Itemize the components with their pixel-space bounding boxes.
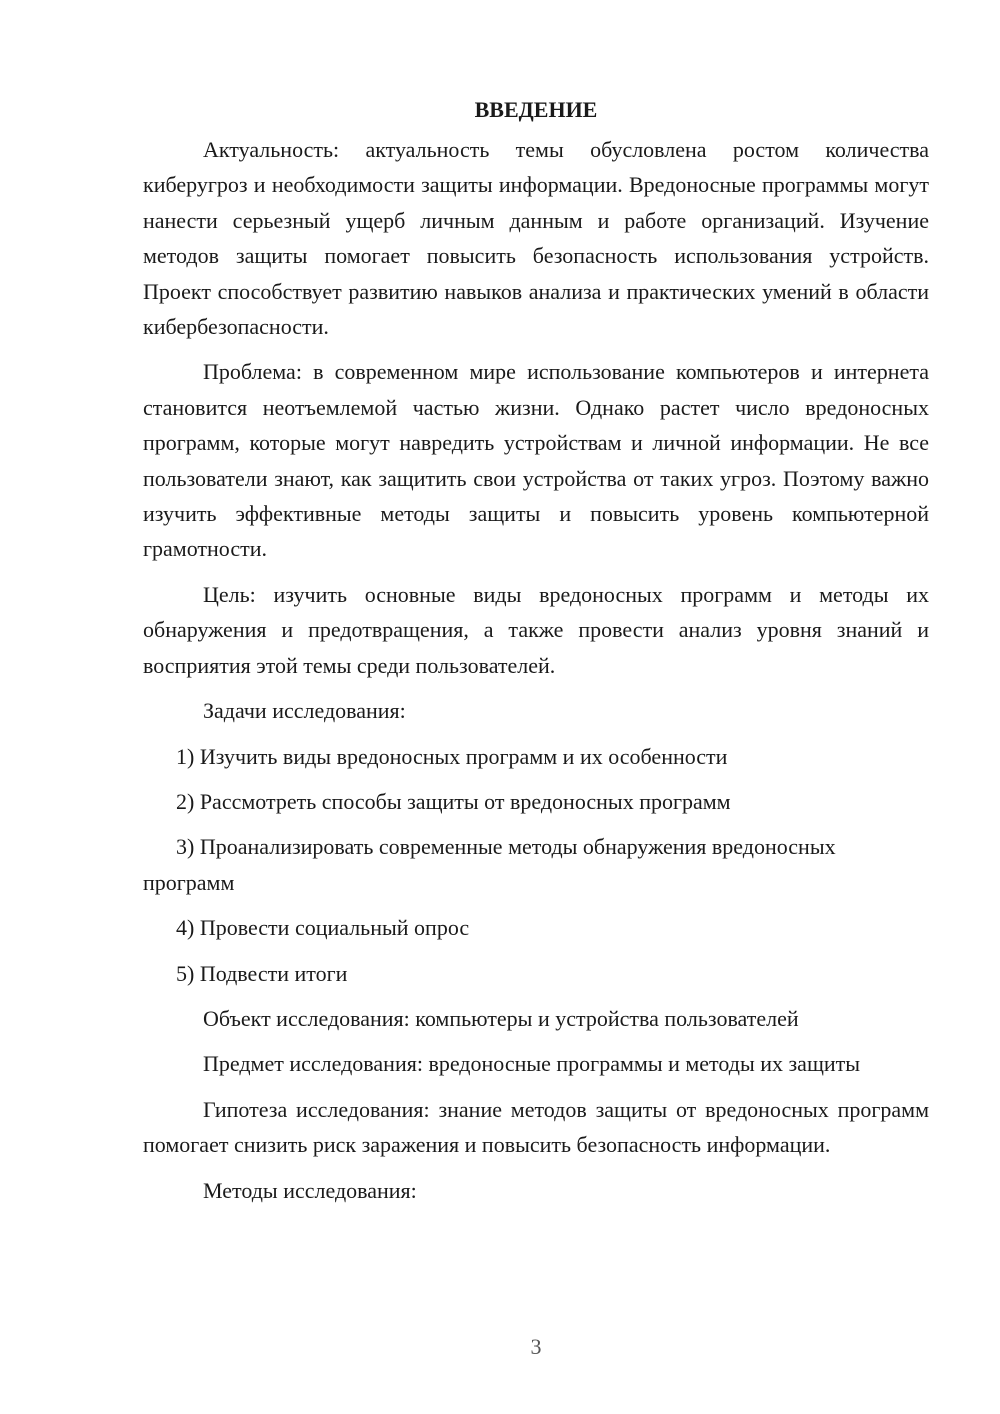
page-number: 3 xyxy=(530,1334,542,1359)
hypothesis-paragraph: Гипотеза исследования: знание методов защиты от вредоносных программ помогает снизить риск заражения и повысить безопасность информации. xyxy=(143,1096,929,1158)
object-paragraph: Объект исследования: компьютеры и устройства пользователей xyxy=(203,1005,799,1031)
task-item: 3) Проанализировать современные методы обнаружения вредоносных программ xyxy=(143,834,836,895)
tasks-heading: Задачи исследования: xyxy=(203,698,406,724)
task-item: 2) Рассмотреть способы защиты от вредоносных программ xyxy=(176,788,731,814)
problem-paragraph: Проблема: в современном мире использование компьютеров и интернета становится неотъемлемой частью жизни. Однако растет число вредоносных программ, которые могут навредить устройствам и личной информации. Не все пользователи знают, как защитить свои устройства от таких угроз. Поэтому важно изучить эффективные методы защиты и повысить уровень компьютерной грамотности. xyxy=(143,359,929,562)
task-item: 4) Провести социальный опрос xyxy=(176,915,470,941)
methods-heading: Методы исследования: xyxy=(203,1177,417,1203)
document-page xyxy=(143,92,929,1218)
subject-paragraph: Предмет исследования: вредоносные программы и методы их защиты xyxy=(203,1051,861,1077)
section-title: ВВЕДЕНИЕ xyxy=(474,97,598,122)
task-item: 1) Изучить виды вредоносных программ и их особенности xyxy=(176,743,728,769)
task-item: 5) Подвести итоги xyxy=(176,960,348,986)
goal-paragraph: Цель: изучить основные виды вредоносных программ и методы их обнаружения и предотвращения, а также провести анализ уровня знаний и восприятия этой темы среди пользователей. xyxy=(143,581,929,678)
relevance-paragraph: Актуальность: актуальность темы обусловлена ростом количества киберугроз и необходимости защиты информации. Вредоносные программы могут нанести серьезный ущерб личным данным и работе организаций. Изучение методов защиты помогает повысить безопасность использования устройств. Проект способствует развитию навыков анализа и практических умений в области кибербезопасности. xyxy=(143,137,929,340)
